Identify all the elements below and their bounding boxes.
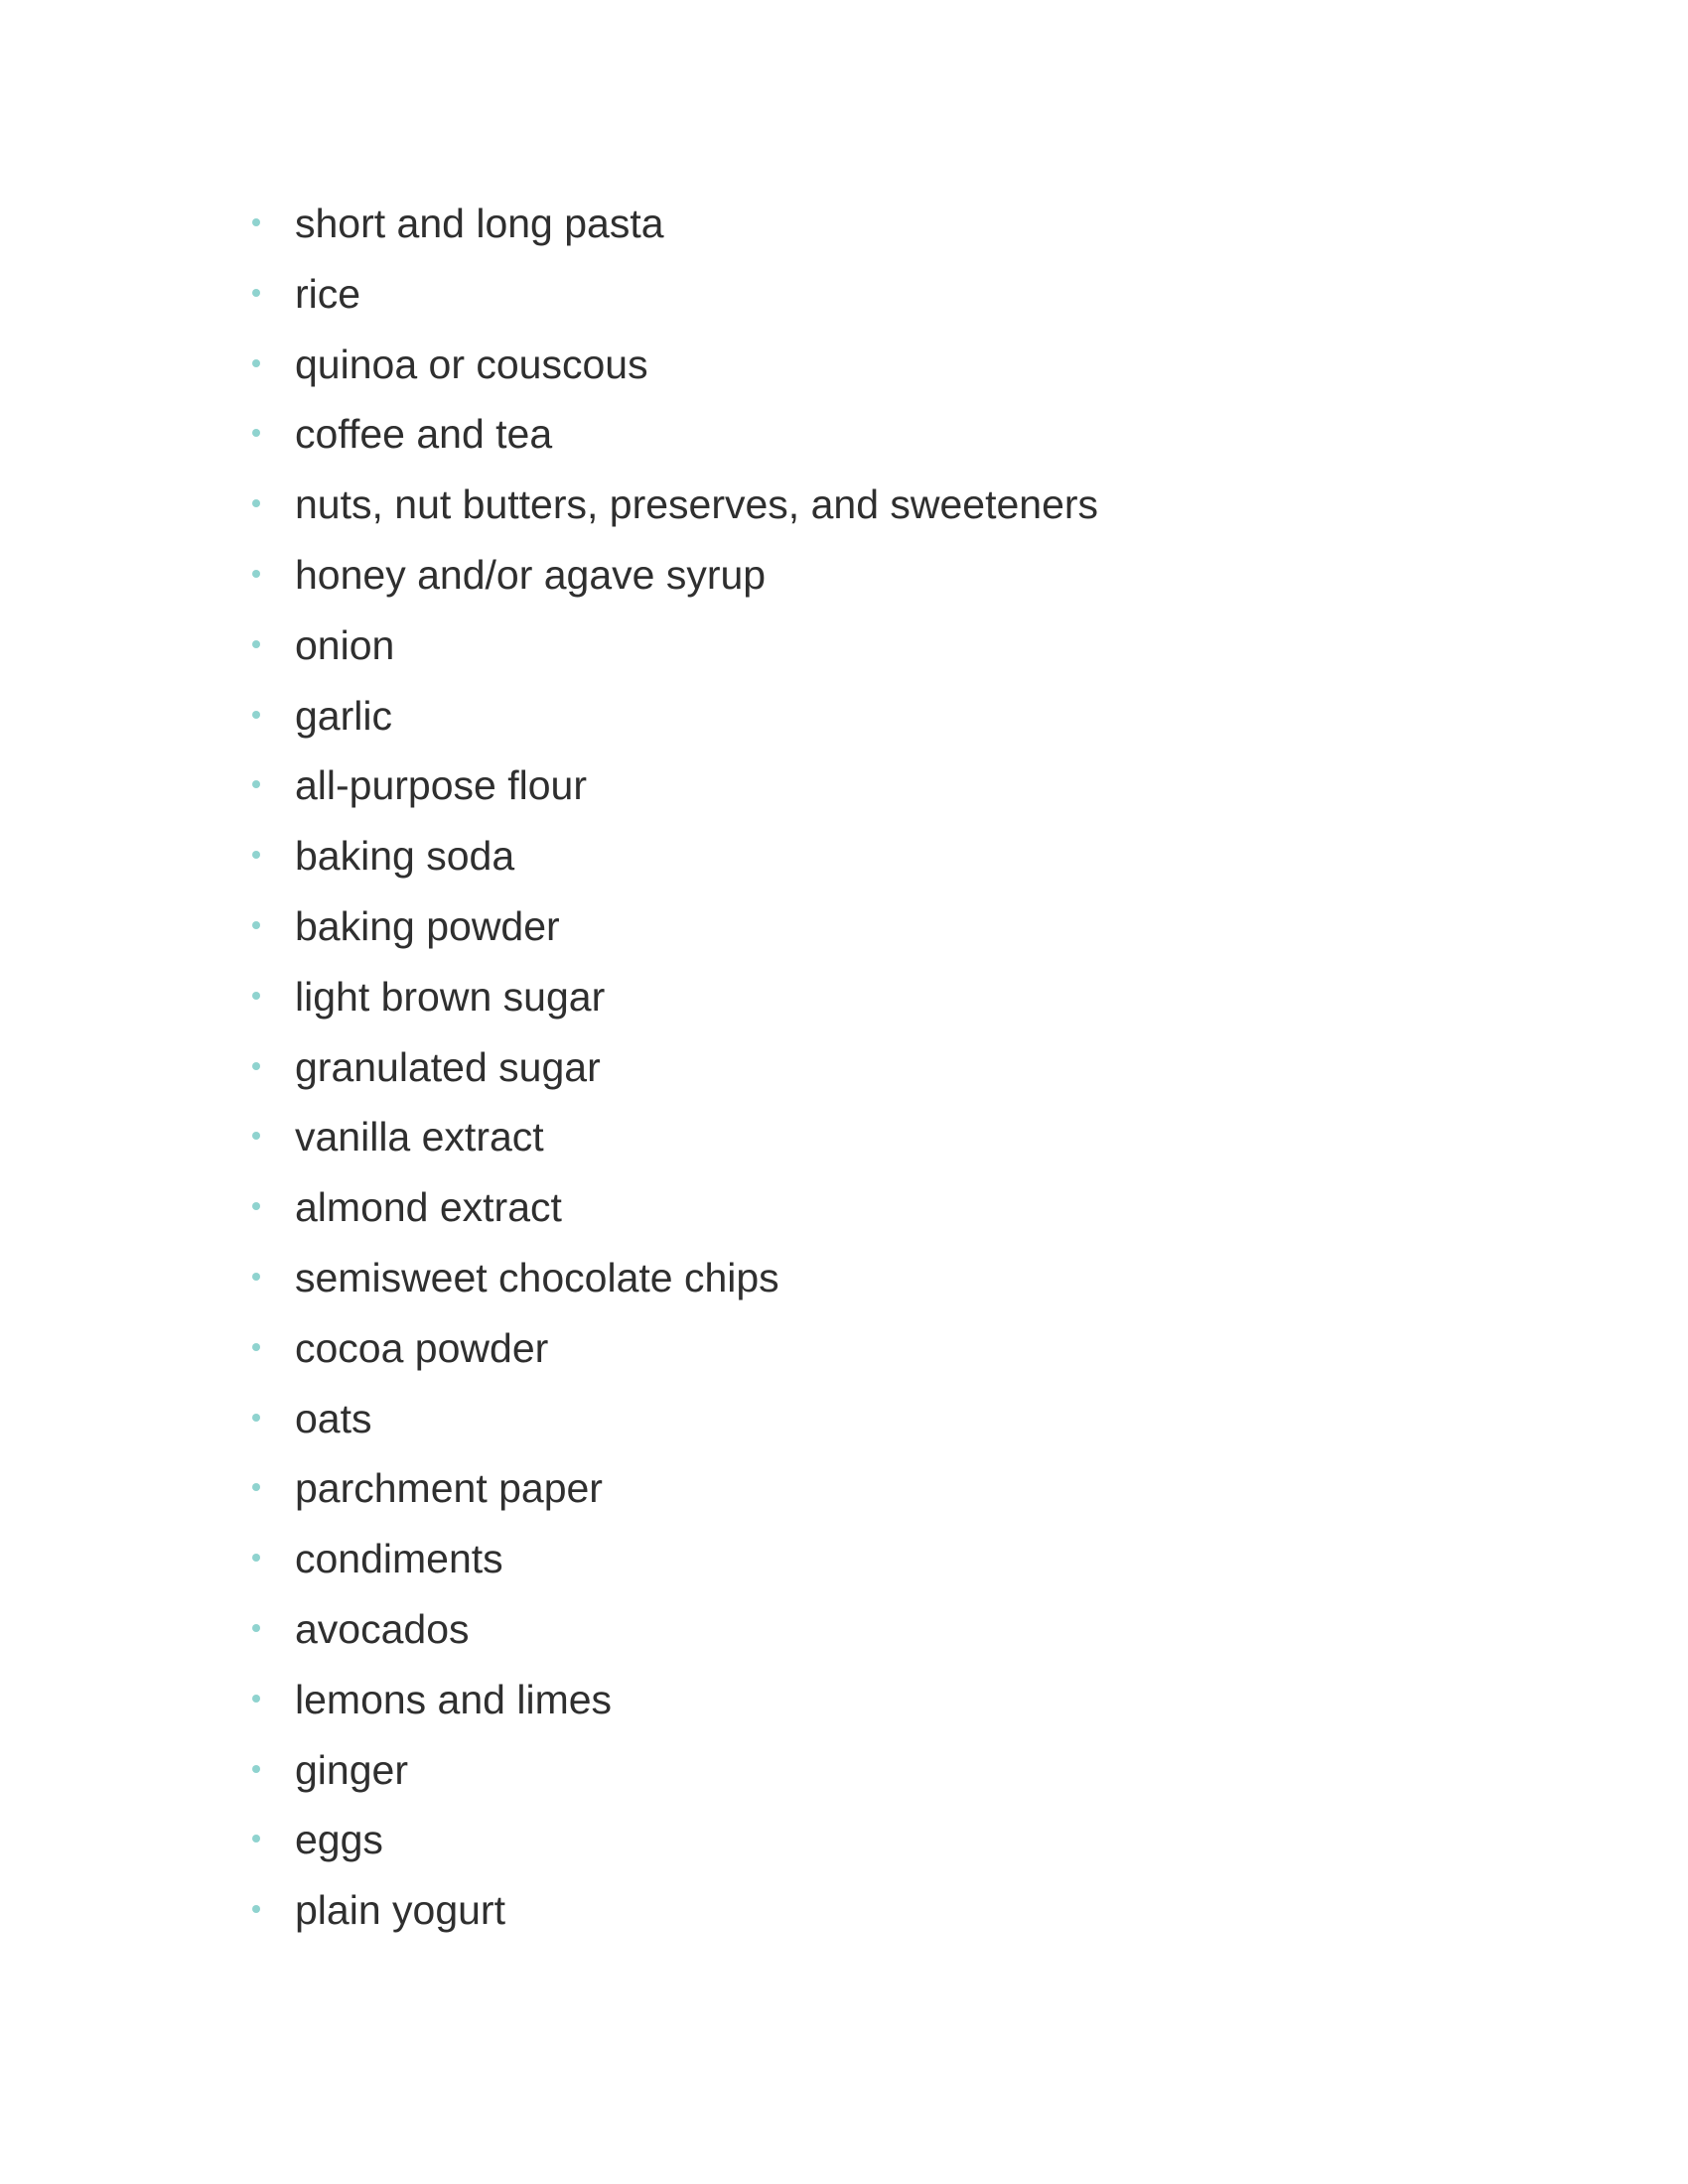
list-item-text: semisweet chocolate chips: [295, 1254, 779, 1300]
list-item-text: short and long pasta: [295, 201, 664, 246]
list-item: [248, 1389, 1098, 1459]
bullet-dot-icon: [252, 992, 260, 1000]
list-item-text: parchment paper: [295, 1465, 603, 1512]
bullet-dot-icon: [252, 359, 260, 367]
bullet-dot-icon: [252, 921, 260, 929]
bullet-dot-icon: [252, 1554, 260, 1562]
bullet-dot-icon: [252, 780, 260, 788]
list-item: [248, 826, 1098, 896]
list-item: [248, 1599, 1098, 1670]
bullet-dot-icon: [252, 711, 260, 719]
list-item: [248, 1740, 1098, 1811]
list-item-text: rice: [295, 270, 361, 317]
list-item-text: honey and/or agave syrup: [295, 551, 767, 598]
pantry-list: [248, 194, 1098, 1951]
bullet-dot-icon: [252, 289, 260, 297]
bullet-dot-icon: [252, 1343, 260, 1351]
list-item: [248, 404, 1098, 475]
list-item: [248, 686, 1098, 756]
bullet-dot-icon: [252, 218, 260, 226]
bullet-dot-icon: [252, 499, 260, 507]
list-item-text: cocoa powder: [295, 1324, 549, 1371]
bullet-dot-icon: [252, 640, 260, 648]
list-item-text: condiments: [295, 1536, 503, 1582]
bullet-dot-icon: [252, 570, 260, 578]
list-item-text: vanilla extract: [295, 1114, 544, 1160]
list-item-text: baking powder: [295, 902, 560, 949]
list-item: [248, 1107, 1098, 1177]
list-item: [248, 1529, 1098, 1599]
list-item-text: coffee and tea: [295, 411, 553, 458]
list-item: [248, 1458, 1098, 1529]
list-item: [248, 1670, 1098, 1740]
list-item: [248, 545, 1098, 615]
bullet-dot-icon: [252, 1132, 260, 1140]
list-item: [248, 967, 1098, 1037]
list-item: [248, 1037, 1098, 1108]
list-item-text: all-purpose flour: [295, 762, 587, 809]
list-item-text: baking soda: [295, 833, 515, 880]
list-item-text: plain yogurt: [295, 1887, 505, 1934]
bullet-dot-icon: [252, 1765, 260, 1773]
bullet-dot-icon: [252, 1835, 260, 1843]
list-item: [248, 475, 1098, 545]
list-item: [248, 755, 1098, 826]
list-item: [248, 335, 1098, 405]
bullet-dot-icon: [252, 851, 260, 859]
list-item: [248, 896, 1098, 967]
bullet-dot-icon: [252, 1905, 260, 1913]
bullet-dot-icon: [252, 429, 260, 437]
list-item: [248, 264, 1098, 335]
list-item-text: quinoa or couscous: [295, 341, 648, 387]
list-item-text: avocados: [295, 1605, 470, 1652]
list-item-text: almond extract: [295, 1184, 562, 1231]
bullet-dot-icon: [252, 1062, 260, 1070]
list-item-text: nuts, nut butters, preserves, and sweeteners: [295, 481, 1099, 528]
list-item-text: onion: [295, 621, 395, 668]
list-item-text: oats: [295, 1395, 372, 1441]
bullet-dot-icon: [252, 1273, 260, 1281]
bullet-dot-icon: [252, 1483, 260, 1491]
list-item: [248, 1177, 1098, 1248]
list-item-text: ginger: [295, 1746, 408, 1793]
bullet-dot-icon: [252, 1624, 260, 1632]
bullet-dot-icon: [252, 1695, 260, 1703]
list-item-text: granulated sugar: [295, 1043, 601, 1090]
list-item-text: light brown sugar: [295, 973, 606, 1020]
list-item-text: garlic: [295, 692, 392, 739]
bullet-dot-icon: [252, 1202, 260, 1210]
list-item: [248, 615, 1098, 686]
list-item-text: eggs: [295, 1817, 383, 1863]
list-item: [248, 1318, 1098, 1389]
list-item-text: lemons and limes: [295, 1676, 613, 1722]
list-item: [248, 1880, 1098, 1951]
list-item: [248, 1810, 1098, 1880]
bullet-dot-icon: [252, 1414, 260, 1422]
list-item: [248, 194, 1098, 264]
list-item: [248, 1248, 1098, 1318]
